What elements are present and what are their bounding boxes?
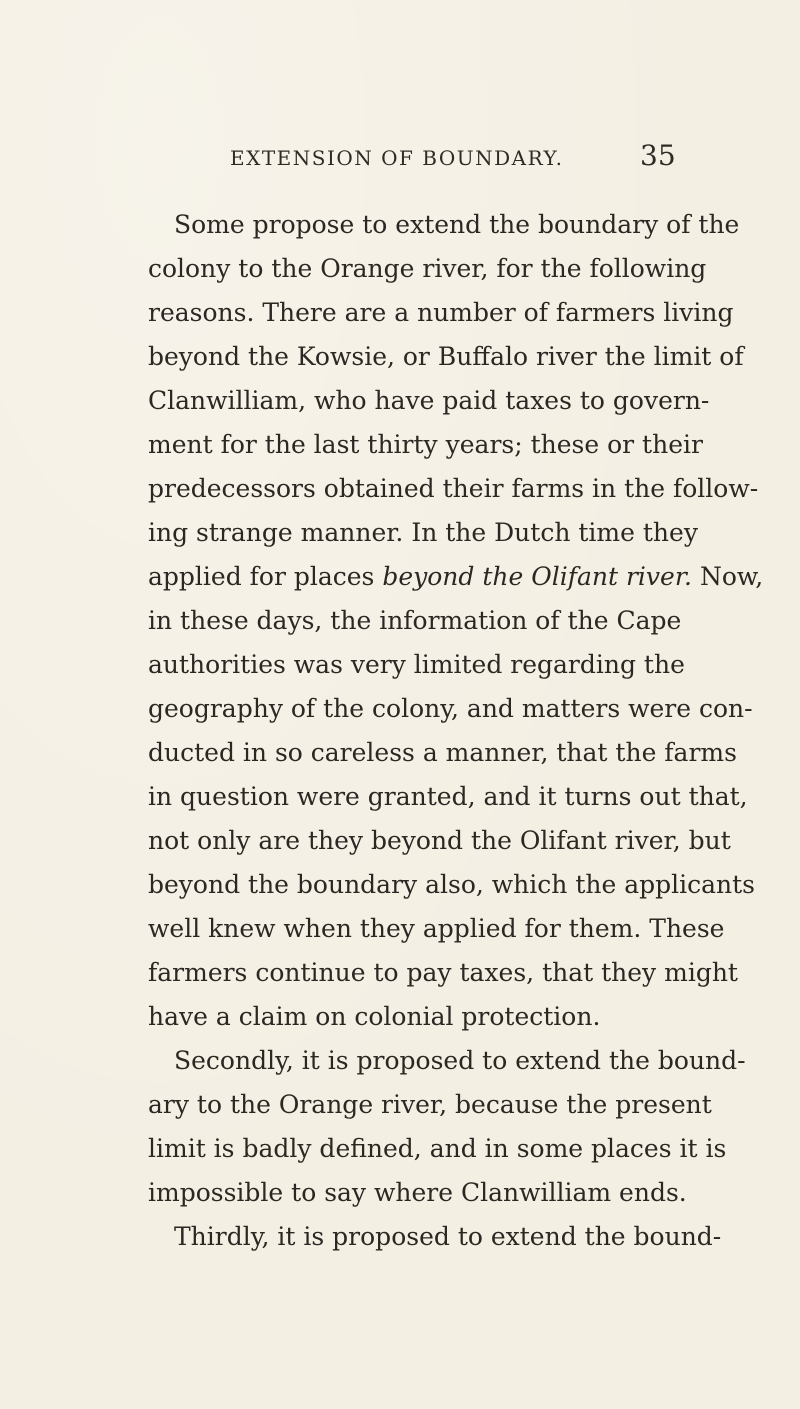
text-line: geography of the colony, and matters were con-: [148, 694, 753, 723]
text-line: limit is badly defined, and in some places it is: [148, 1134, 727, 1163]
text-line: Secondly, it is proposed to extend the bound-: [174, 1046, 746, 1075]
text-segment: applied for places: [148, 562, 383, 591]
text-line: colony to the Orange river, for the following: [148, 254, 707, 283]
text-line: ary to the Orange river, because the present: [148, 1090, 712, 1119]
text-line: Some propose to extend the boundary of the: [174, 210, 740, 239]
text-line: impossible to say where Clanwilliam ends.: [148, 1178, 687, 1207]
text-line: in these days, the information of the Cape: [148, 606, 682, 635]
text-line: predecessors obtained their farms in the follow-: [148, 474, 759, 503]
text-line: have a claim on colonial protection.: [148, 1002, 601, 1031]
text-line: beyond the Kowsie, or Buffalo river the limit of: [148, 342, 744, 371]
text-line: ing strange manner. In the Dutch time they: [148, 518, 698, 547]
text-line-with-emphasis: [148, 562, 764, 596]
page-number: 35: [640, 139, 676, 172]
text-line: in question were granted, and it turns out that,: [148, 782, 748, 811]
running-head: [0, 0, 800, 210]
text-line: ducted in so careless a manner, that the farms: [148, 738, 737, 767]
text-line: authorities was very limited regarding the: [148, 650, 685, 679]
italic-emphasis: beyond the Olifant river.: [382, 562, 692, 591]
text-segment: Now,: [692, 562, 764, 591]
text-line: well knew when they applied for them. These: [148, 914, 725, 943]
text-line: ment for the last thirty years; these or their: [148, 430, 703, 459]
text-line: Thirdly, it is proposed to extend the bound-: [174, 1222, 722, 1251]
running-title: EXTENSION OF BOUNDARY.: [230, 146, 564, 170]
text-line: beyond the boundary also, which the applicants: [148, 870, 755, 899]
text-line: reasons. There are a number of farmers living: [148, 298, 734, 327]
text-line: not only are they beyond the Olifant river, but: [148, 826, 731, 855]
text-line: farmers continue to pay taxes, that they might: [148, 958, 738, 987]
text-line: Clanwilliam, who have paid taxes to govern-: [148, 386, 710, 415]
